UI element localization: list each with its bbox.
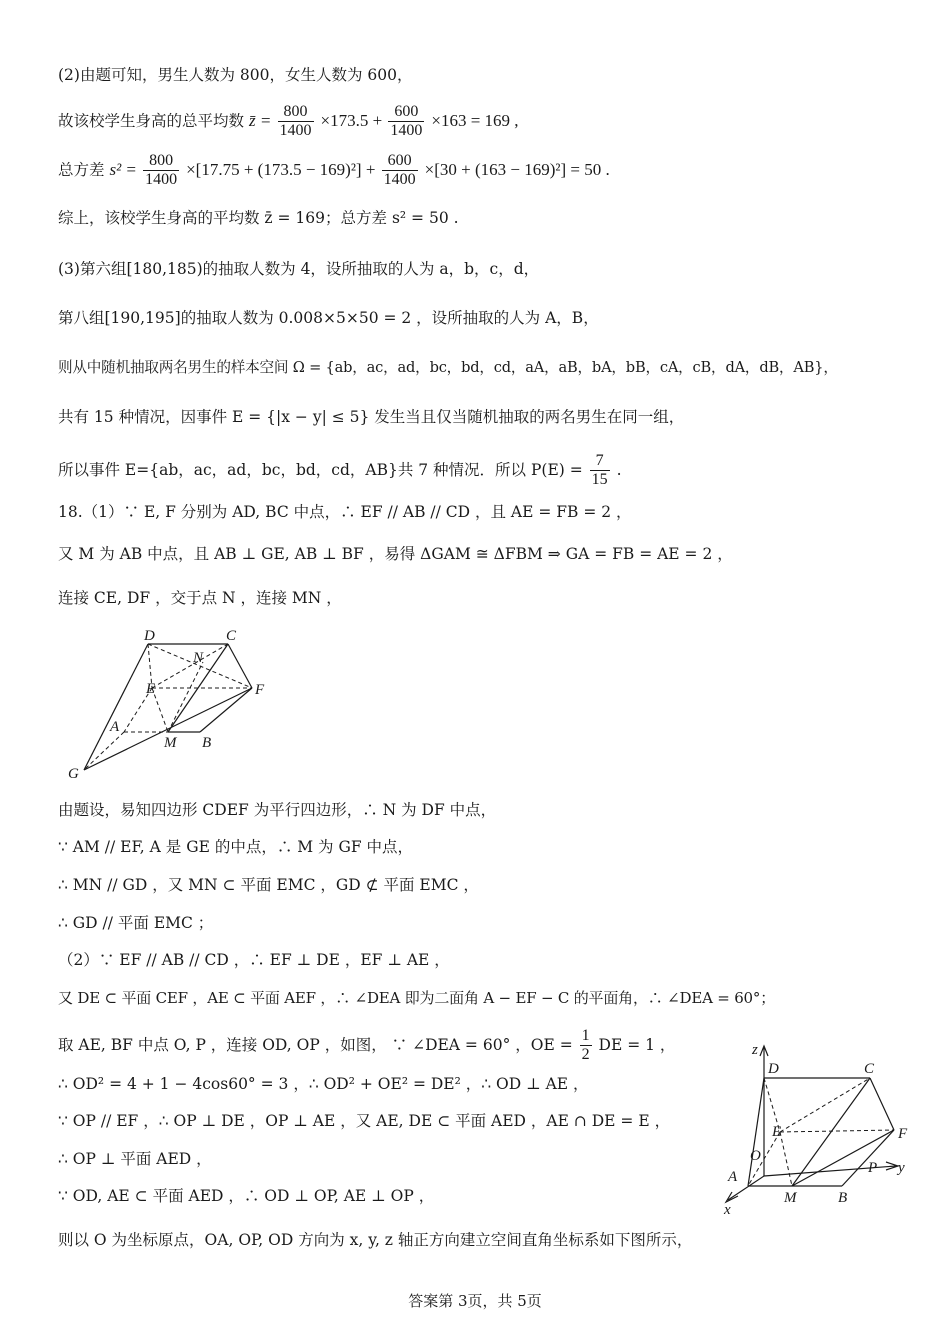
text-line: ∴ OD² = 4 + 1 − 4cos60° = 3 ，∴ OD² + OE² = DE² ，∴ OD ⊥ AE ， (58, 1075, 589, 1093)
variance-prefix: 总方差 (58, 160, 105, 179)
label-G: G (68, 766, 79, 782)
text-line: (3)第六组[180,185)的抽取人数为 4，设所抽取的人为 a，b，c，d， (58, 260, 540, 278)
zbar-symbol: z̄ = (248, 110, 276, 130)
label-P: P (868, 1160, 878, 1176)
dash-ag (84, 732, 124, 770)
label-z: z (752, 1042, 758, 1058)
fraction: $\frac{800}{1400}$ (279, 103, 312, 140)
text-line: 第八组[190,195]的抽取人数为 0.008×5×50 = 2 ，设所抽取的人为 A，B， (58, 309, 599, 327)
label-C: C (864, 1061, 875, 1077)
probability-line: 所以事件 E={ab，ac，ad，bc，bd，cd，AB}共 7 种情况．所以 P(E) = $\frac{7}{15}$ . (58, 452, 622, 489)
edge-cf (228, 644, 252, 688)
variance-formula (58, 152, 610, 190)
edge-bf (842, 1130, 894, 1186)
label-F: F (898, 1126, 908, 1142)
dash-ef (780, 1130, 894, 1132)
text-line: 共有 15 种情况，因事件 E = {|x − y| ≤ 5} 发生当且仅当随机抽取的两名男生在同一组， (58, 408, 685, 426)
edge-mf (792, 1130, 894, 1186)
midpoint-tail: DE = 1 ， (598, 1035, 676, 1054)
label-x: x (724, 1202, 731, 1218)
midpoint-line (58, 1027, 675, 1065)
figure-prism-2 (718, 1038, 918, 1218)
text-line: 则从中随机抽取两名男生的样本空间 Ω = {ab，ac，ad，bc，bd，cd，aA，aB，bA，bB，cA，cB，dA，dB，AB}， (58, 359, 838, 376)
text-line: 又 M 为 AB 中点，且 AB ⊥ GE, AB ⊥ BF ，易得 ΔGAM ≅ ΔFBM ⇒ GA = FB = AE = 2 ， (58, 545, 733, 563)
s2-symbol: s² = (109, 159, 142, 179)
label-B: B (202, 735, 212, 751)
label-A: A (110, 719, 120, 735)
variance-mid-2: ×[30 + (163 − 169)²] = 50 . (424, 159, 610, 179)
mean-prefix: 故该校学生身高的总平均数 (58, 111, 245, 130)
edge-dg (84, 644, 148, 770)
label-C: C (226, 628, 237, 644)
midpoint-text: 取 AE, BF 中点 O, P ，连接 OD, OP ，如图， ∵ ∠DEA = 60° ，OE = (58, 1035, 578, 1054)
fraction: $\frac{800}{1400}$ (145, 152, 178, 189)
fraction: $\frac{1}{2}$ (581, 1027, 590, 1064)
text-line: ∵ AM // EF, A 是 GE 的中点，∴ M 为 GF 中点， (58, 838, 414, 856)
label-D: D (144, 628, 155, 644)
text-line: 则以 O 为坐标原点，OA, OP, OD 方向为 x, y, z 轴正方向建立空间直角坐标系如下图所示， (58, 1231, 693, 1249)
text-line: 连接 CE, DF ，交于点 N ，连接 MN ， (58, 589, 342, 607)
edge-cf (870, 1078, 894, 1130)
text-line: (2)由题可知，男生人数为 800，女生人数为 600， (58, 66, 413, 84)
label-A: A (728, 1169, 738, 1185)
dash-em (780, 1132, 792, 1186)
text-line: 18.（1）∵ E, F 分别为 AD, BC 中点，∴ EF // AB // CD ，且 AE = FB = 2 ， (58, 503, 632, 521)
fraction: $\frac{7}{15}$ (591, 452, 608, 489)
variance-mid-1: ×[17.75 + (173.5 − 169)²] + (186, 159, 380, 179)
label-F: F (255, 682, 265, 698)
text-line: 又 DE ⊂ 平面 CEF ，AE ⊂ 平面 AEF ，∴ ∠DEA 即为二面角 A − EF − C 的平面角，∴ ∠DEA = 60°； (58, 989, 775, 1007)
fraction: $\frac{600}{1400}$ (383, 152, 416, 189)
text-line: 综上，该校学生身高的平均数 z̄ = 169；总方差 s² = 50 . (58, 209, 459, 227)
label-N: N (193, 650, 204, 666)
text-line: ∴ OP ⊥ 平面 AED ， (58, 1150, 212, 1168)
probability-text: 所以事件 E={ab，ac，ad，bc，bd，cd，AB}共 7 种情况．所以 P(E) = (58, 460, 588, 479)
text-line: ∵ OP // EF ，∴ OP ⊥ DE ，OP ⊥ AE ，又 AE, DE ⊂ 平面 AED ，AE ∩ DE = E ， (58, 1112, 671, 1130)
mean-tail-2: ×163 = 169 , (431, 110, 519, 130)
text-line: ∵ OD, AE ⊂ 平面 AED ，∴ OD ⊥ OP, AE ⊥ OP ， (58, 1187, 435, 1205)
dash-mn (168, 662, 203, 732)
text-line: ∴ GD // 平面 EMC ； (58, 914, 214, 932)
label-B: B (838, 1190, 848, 1206)
fraction: $\frac{600}{1400}$ (390, 103, 423, 140)
text-line: （2）∵ EF // AB // CD ，∴ EF ⊥ DE ，EF ⊥ AE ， (58, 951, 450, 969)
label-M: M (164, 735, 177, 751)
text-line: ∴ MN // GD ，又 MN ⊂ 平面 EMC ，GD ⊄ 平面 EMC ， (58, 876, 479, 894)
label-D: D (768, 1061, 779, 1077)
page-footer: 答案第 3页，共 5页 (408, 1292, 542, 1310)
text-line: 由题设，易知四边形 CDEF 为平行四边形，∴ N 为 DF 中点， (58, 801, 497, 819)
mean-tail: ×173.5 + (320, 110, 387, 130)
dash-ec (780, 1078, 870, 1132)
label-M: M (784, 1190, 797, 1206)
figure-prism-1 (60, 622, 290, 787)
edge-da (748, 1078, 764, 1186)
label-y: y (898, 1160, 905, 1176)
label-E: E (146, 681, 156, 697)
label-O: O (750, 1148, 761, 1164)
mean-formula (58, 103, 519, 141)
label-E: E (772, 1124, 782, 1140)
